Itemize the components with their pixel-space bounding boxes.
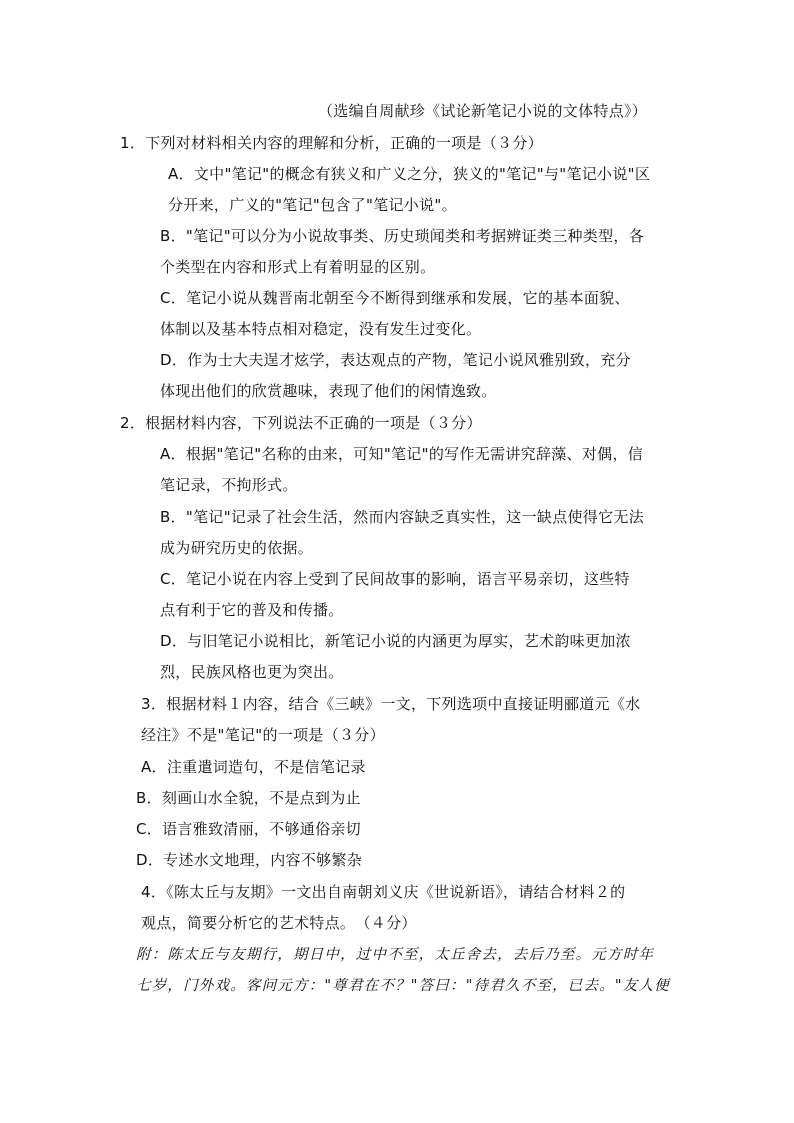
question-1-stem: 1．下列对材料相关内容的理解和分析，正确的一项是（３分） [120,134,543,152]
source-citation: （选编自周献珍《试论新笔记小说的文体特点》） [318,102,648,120]
q1-option-a-line2: 分开来，广义的"笔记"包含了"笔记小说"。 [168,196,457,214]
q2-option-b-line2: 成为研究历史的依据。 [160,539,314,557]
q2-option-a-line2: 笔记录，不拘形式。 [160,476,298,494]
q3-option-a: A．注重遣词造句，不是信笔记录 [141,758,366,776]
q1-option-c-line1: C．笔记小说从魏晋南北朝至今不断得到继承和发展，它的基本面貌、 [160,289,630,307]
question-3-stem-line2: 经注》不是"笔记"的一项是（３分） [141,726,385,744]
q1-option-b-line1: B．"笔记"可以分为小说故事类、历史琐闻类和考据辨证类三种类型，各 [160,227,644,245]
q2-option-b-line1: B．"笔记"记录了社会生活，然而内容缺乏真实性，这一缺点使得它无法 [160,508,644,526]
q2-option-a-line1: A．根据"笔记"名称的由来，可知"笔记"的写作无需讲究辞藻、对偶，信 [160,445,644,463]
q1-option-d-line2: 体现出他们的欣赏趣味，表现了他们的闲情逸致。 [160,382,497,400]
appendix-line1: 附：陈太丘与友期行，期日中，过中不至，太丘舍去，去后乃至。元方时年 [136,947,655,963]
q1-option-a-line1: A．文中"笔记"的概念有狭义和广义之分，狭义的"笔记"与"笔记小说"区 [168,165,651,183]
question-3-stem-line1: 3．根据材料１内容，结合《三峡》一文，下列选项中直接证明郦道元《水 [141,695,641,713]
q2-option-c-line2: 点有利于它的普及和传播。 [160,601,344,619]
question-2-stem: 2．根据材料内容，下列说法不正确的一项是（３分） [120,414,482,432]
q3-option-b: B．刻画山水全貌，不是点到为止 [136,789,361,807]
q1-option-d-line1: D．作为士大夫逞才炫学，表达观点的产物，笔记小说风雅别致，充分 [160,351,631,369]
q1-option-b-line2: 个类型在内容和形式上有着明显的区别。 [160,258,436,276]
appendix-line2: 七岁，门外戏。客问元方："尊君在不？"答曰："待君久不至，已去。"友人便 [136,978,670,994]
q3-option-d: D．专述水文地理，内容不够繁杂 [136,851,363,869]
q1-option-c-line2: 体制以及基本特点相对稳定，没有发生过变化。 [160,320,482,338]
q2-option-d-line1: D．与旧笔记小说相比，新笔记小说的内涵更为厚实，艺术韵味更加浓 [160,632,631,650]
q2-option-c-line1: C．笔记小说在内容上受到了民间故事的影响，语言平易亲切，这些特 [160,570,630,588]
q3-option-c: C．语言雅致清丽，不够通俗亲切 [136,820,361,838]
question-4-stem-line2: 观点，简要分析它的艺术特点。 （４分） [141,914,417,932]
question-4-stem-line1: 4．《陈太丘与友期》一文出自南朝刘义庆《世说新语》，请结合材料２的 [141,883,626,901]
q2-option-d-line2: 烈，民族风格也更为突出。 [160,663,344,681]
